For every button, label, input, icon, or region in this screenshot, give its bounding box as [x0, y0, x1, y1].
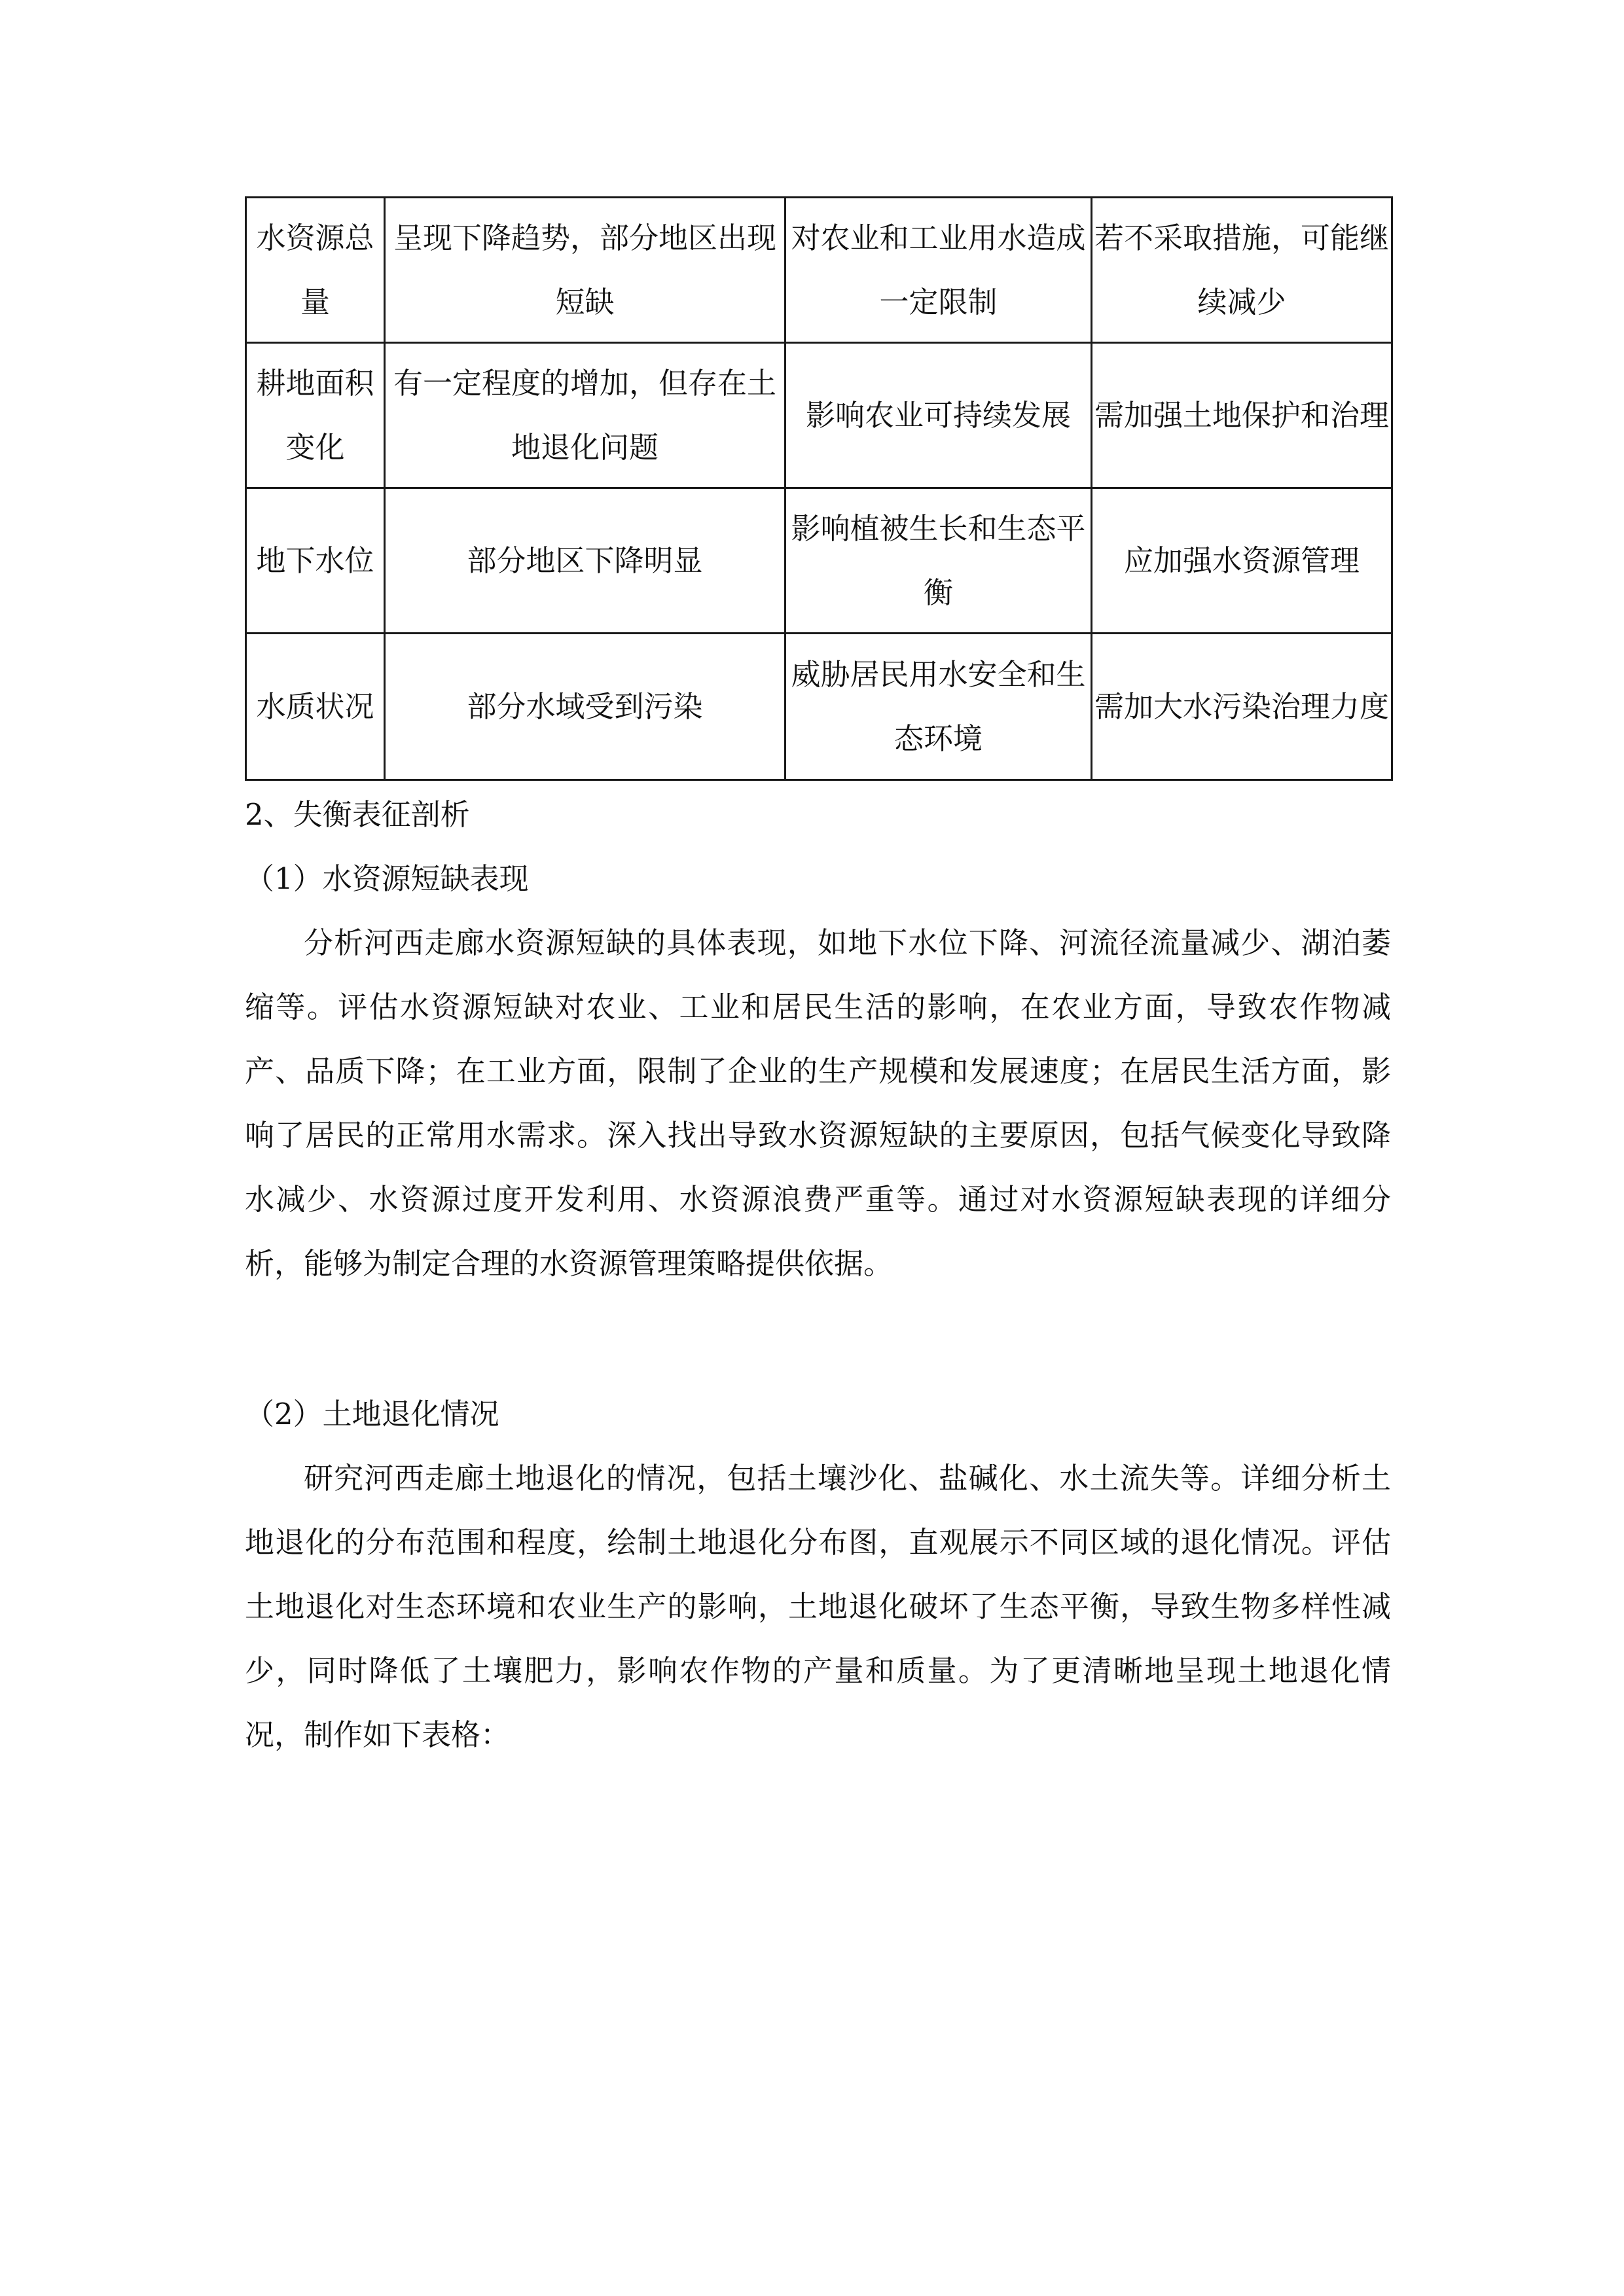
table-cell: 对农业和工业用水造成一定限制 [785, 198, 1092, 343]
table-cell: 影响农业可持续发展 [785, 343, 1092, 488]
water-shortage-paragraph: 分析河西走廊水资源短缺的具体表现，如地下水位下降、河流径流量减少、湖泊萎缩等。评估水资源短缺对农业、工业和居民生活的影响，在农业方面，导致农作物减产、品质下降；在工业方面，限制了企业的生产规模和发展速度；在居民生活方面，影响了居民的正常用水需求。深入找出导致水资源短缺的主要原因，包括气候变化导致降水减少、水资源过度开发利用、水资源浪费严重等。通过对水资源短缺表现的详细分析，能够为制定合理的水资源管理策略提供依据。 [245, 925, 1391, 1281]
table-row [246, 488, 1392, 634]
table-cell: 影响植被生长和生态平衡 [785, 488, 1092, 634]
table-row [246, 634, 1392, 780]
table-cell: 有一定程度的增加，但存在土地退化问题 [385, 343, 785, 488]
table-cell: 需加强土地保护和治理 [1092, 343, 1392, 488]
table-cell: 地下水位 [246, 488, 385, 634]
table-cell: 水质状况 [246, 634, 385, 780]
table-row [246, 198, 1392, 343]
table-cell: 部分水域受到污染 [385, 634, 785, 780]
land-degradation-paragraph: 研究河西走廊土地退化的情况，包括土壤沙化、盐碱化、水土流失等。详细分析土地退化的分布范围和程度，绘制土地退化分布图，直观展示不同区域的退化情况。评估土地退化对生态环境和农业生产的影响，土地退化破坏了生态平衡，导致生物多样性减少，同时降低了土壤肥力，影响农作物的产量和质量。为了更清晰地呈现土地退化情况，制作如下表格： [245, 1461, 1391, 1752]
water-shortage-paragraph-block [245, 911, 1391, 1296]
section-heading: 2、失衡表征剖析 [245, 797, 470, 832]
table-cell: 若不采取措施，可能继续减少 [1092, 198, 1392, 343]
table-cell: 威胁居民用水安全和生态环境 [785, 634, 1092, 780]
subsection-heading-water: （1）水资源短缺表现 [245, 861, 529, 896]
table-cell: 呈现下降趋势，部分地区出现短缺 [385, 198, 785, 343]
table-cell: 耕地面积变化 [246, 343, 385, 488]
indicator-table [245, 196, 1393, 781]
subsection-heading-land: （2）土地退化情况 [245, 1397, 499, 1431]
table-cell: 部分地区下降明显 [385, 488, 785, 634]
land-degradation-paragraph-block [245, 1446, 1391, 1767]
table-cell: 应加强水资源管理 [1092, 488, 1392, 634]
table-cell: 水资源总量 [246, 198, 385, 343]
table-cell: 需加大水污染治理力度 [1092, 634, 1392, 780]
table-row [246, 343, 1392, 488]
